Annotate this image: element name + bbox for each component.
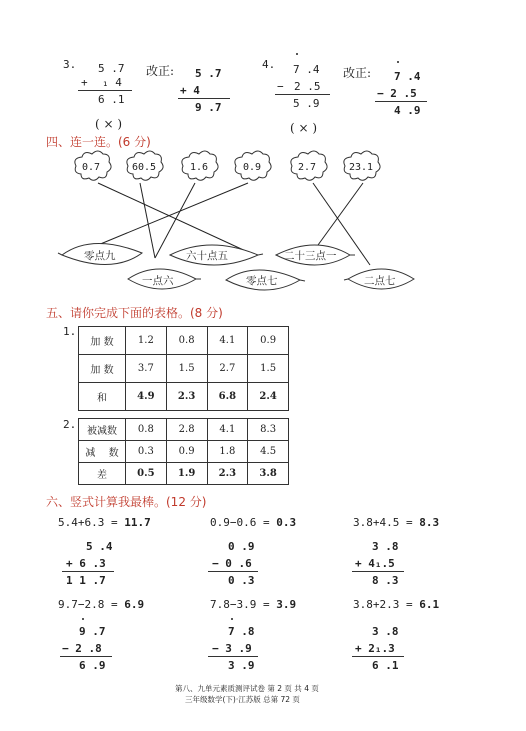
calc-5-equation: 7.8−3.9 = 3.9 [210,598,297,611]
calc-1-equation: 5.4+6.3 = 11.7 [58,516,151,529]
calc-2-b: − 0 .6 [212,557,252,570]
calc-6-result: 6 .1 [372,659,399,672]
leaf-label-0: 零点九 [84,250,116,262]
calc-4-equation: 9.7−2.8 = 6.9 [58,598,145,611]
q4-fix-3: 4 .9 [394,104,421,117]
calc-2-equation: 0.9−0.6 = 0.3 [210,516,297,529]
calc-5-a: 7 .8 [228,625,255,638]
q3-plus: + [81,76,88,89]
q3-fix-2: + 4 [180,84,200,97]
q4-fix-label: 改正: [343,66,372,80]
t1-cell: 0.8 [166,327,207,355]
cloud-label-2: 1.6 [190,162,209,173]
calc-3-result: 8 .3 [372,574,399,587]
q3-fix-label: 改正: [146,64,175,78]
t1-answer: 6.8 [207,383,248,411]
q3-result: 6 .1 [98,93,125,106]
q4-number: 4. [262,58,276,71]
t1-cell: 2.7 [207,355,248,383]
q3-fix-3: 9 .7 [195,101,222,114]
calc-2-result: 0 .3 [228,574,255,587]
calc-4-b: − 2 .8 [62,642,102,655]
cloud-label-3: 0.9 [243,162,262,173]
calc-6-b: + 2₁.3 [355,642,395,655]
calc-6-a: 3 .8 [372,625,399,638]
t2-answer: 0.5 [126,463,167,485]
calc-1-result: 1 1 .7 [66,574,106,587]
t2-answer: 1.9 [166,463,207,485]
calc-5-result: 3 .9 [228,659,255,672]
t2-cell: 0.8 [126,419,167,441]
t2-cell: 1.8 [207,441,248,463]
cloud-label-1: 60.5 [132,162,157,173]
q4-result: 5 .9 [293,97,320,110]
cloud-label-0: 0.7 [82,162,101,173]
q4-fix-1: 7 .4 [394,70,421,83]
leaf-label-3: 零点七 [246,275,278,287]
calc-5-line [208,656,258,657]
calc-1-a: 5 .4 [86,540,113,553]
calc-4-a: 9 .7 [79,625,106,638]
t2-cell: 8.3 [248,419,289,441]
t1-cell: 1.2 [126,327,167,355]
q4-operand1: 7 .4 [293,63,320,76]
leaf-label-5: 二点七 [364,275,396,287]
calc-4-line [60,656,112,657]
cloud-label-4: 2.7 [298,162,317,173]
t1-cell: 4.1 [207,327,248,355]
t2-cell: 0.3 [126,441,167,463]
t1-header-sum: 和 [79,383,126,411]
t1-answer: 4.9 [126,383,167,411]
calc-2-a: 0 .9 [228,540,255,553]
addition-table [78,326,289,411]
t1-cell: 1.5 [166,355,207,383]
table1-number: 1. [63,325,77,338]
calc-4-result: 6 .9 [79,659,106,672]
q4-fix-2: − 2 .5 [377,87,417,100]
calc-6-equation: 3.8+2.3 = 6.1 [353,598,440,611]
t2-header-2: 减 数 [79,441,126,463]
t2-cell: 2.8 [166,419,207,441]
cloud-label-5: 23.1 [349,162,374,173]
leaf-label-2: 六十点五 [186,250,228,262]
q3-fix-1: 5 .7 [195,67,222,80]
section5-title: 五、请你完成下面的表格。(8 分) [46,306,223,320]
t2-cell: 4.5 [248,441,289,463]
t1-answer: 2.3 [166,383,207,411]
calc-3-equation: 3.8+4.5 = 8.3 [353,516,440,529]
t2-answer: 3.8 [248,463,289,485]
calc-5-borrow-dot [231,618,233,620]
q4-minus: − [277,80,284,93]
t1-header-2: 加 数 [79,355,126,383]
t2-cell: 4.1 [207,419,248,441]
section4-title: 四、连一连。(6 分) [46,135,151,149]
calc-5-b: − 3 .9 [212,642,252,655]
calc-3-b: + 4₁.5 [355,557,395,570]
calc-1-b: + 6 .3 [66,557,106,570]
calc-3-a: 3 .8 [372,540,399,553]
subtraction-table [78,418,289,485]
t1-cell: 1.5 [248,355,289,383]
q3-number: 3. [63,58,77,71]
leaf-label-4: 二十三点一 [284,250,337,262]
t1-cell: 3.7 [126,355,167,383]
footer-line2: 三年级数学(下)·江苏版 总第 72 页 [185,695,300,704]
t2-header-1: 被减数 [79,419,126,441]
calc-2-line [208,571,258,572]
t2-header-diff: 差 [79,463,126,485]
q3-operand1: 5 .7 [98,62,125,75]
t2-answer: 2.3 [207,463,248,485]
calc-4-borrow-dot [82,618,84,620]
t1-header-1: 加 数 [79,327,126,355]
t2-cell: 0.9 [166,441,207,463]
table2-number: 2. [63,418,77,431]
q3-mark: ( × ) [95,117,123,131]
calc-6-line [352,656,404,657]
leaf-label-1: 一点六 [142,275,174,287]
t1-cell: 0.9 [248,327,289,355]
q3-operand2: ₁ 4 [102,76,122,89]
section6-title: 六、竖式计算我最棒。(12 分) [46,495,207,509]
q4-operand2: 2 .5 [294,80,321,93]
footer-line1: 第八、九单元素质测评试卷 第 2 页 共 4 页 [175,684,319,693]
t1-answer: 2.4 [248,383,289,411]
q4-mark: ( × ) [290,121,318,135]
calc-1-line [62,571,114,572]
calc-3-line [352,571,404,572]
